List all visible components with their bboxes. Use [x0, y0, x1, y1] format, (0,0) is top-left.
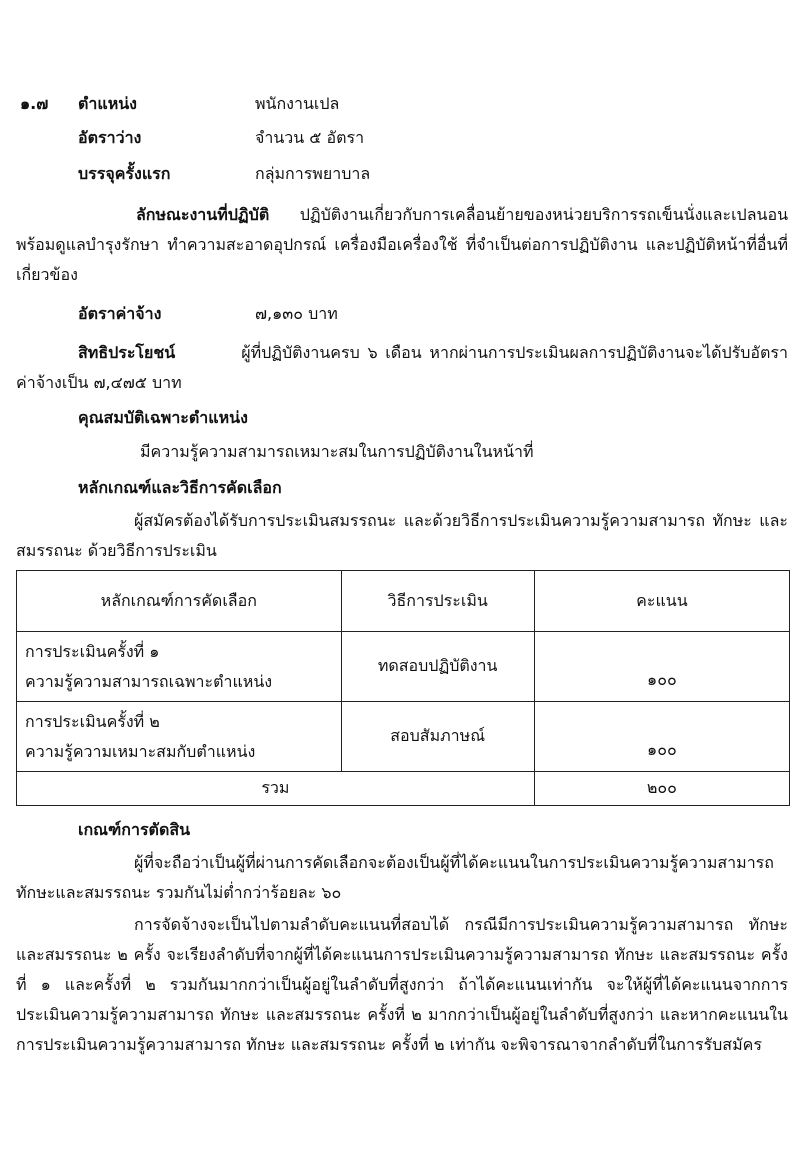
- section-number: ๑.๗: [20, 94, 49, 113]
- score-cell: ๑๐๐: [534, 632, 789, 702]
- table-row: [17, 632, 790, 702]
- criteria-round: การประเมินครั้งที่ ๑: [25, 641, 160, 661]
- benefits-text: ผู้ที่ปฏิบัติงานครบ ๖ เดือน หากผ่านการประเมินผลการปฏิบัติงานจะได้ปรับอัตราค่าจ้างเป็น ๗,๔๗๕ บาท: [16, 343, 788, 392]
- wage-value: ๗,๑๓๐ บาท: [255, 304, 338, 323]
- vacancy-value: จำนวน ๕ อัตรา: [255, 128, 365, 147]
- method-cell: ทดสอบปฏิบัติงาน: [341, 632, 534, 702]
- qualifications-text: มีความรู้ความสามารถเหมาะสมในการปฏิบัติงานในหน้าที่: [140, 442, 534, 461]
- decision-paragraph-1: [16, 848, 788, 908]
- placement-label: บรรจุครั้งแรก: [78, 164, 171, 183]
- duties-label: ลักษณะงานที่ปฏิบัติ: [136, 205, 270, 224]
- selection-label: หลักเกณฑ์และวิธีการคัดเลือก: [78, 478, 282, 497]
- wage-label: อัตราค่าจ้าง: [78, 304, 162, 323]
- vacancy-label: อัตราว่าง: [78, 128, 142, 147]
- criteria-table: [16, 570, 790, 806]
- decision-text-1: ผู้ที่จะถือว่าเป็นผู้ที่ผ่านการคัดเลือกจะต้องเป็นผู้ที่ได้คะแนนในการประเมินความรู้ความสามารถ ทักษะและสมรรถนะ รวมกันไม่ต่ำกว่าร้อยละ ๖๐: [16, 853, 774, 902]
- criteria-desc: ความรู้ความสามารถเฉพาะตำแหน่ง: [25, 671, 273, 691]
- header-method: วิธีการประเมิน: [341, 571, 534, 632]
- method-cell: สอบสัมภาษณ์: [341, 702, 534, 772]
- benefits-label: สิทธิประโยชน์: [78, 343, 176, 362]
- table-row: [17, 702, 790, 772]
- placement-value: กลุ่มการพยาบาล: [255, 164, 371, 183]
- criteria-cell: [17, 702, 342, 772]
- duties-paragraph: [16, 200, 788, 290]
- decision-paragraph-2: [16, 910, 788, 1060]
- criteria-cell: [17, 632, 342, 702]
- benefits-paragraph: [16, 338, 788, 398]
- duties-text: ปฏิบัติงานเกี่ยวกับการเคลื่อนย้ายของหน่วยบริการรถเข็นนั่งและเปลนอน พร้อมดูแลบำรุงรักษา ทำความสะอาดอุปกรณ์ เครื่องมือเครื่องใช้ ที่จำเป็นต่อการปฏิบัติงาน และปฏิบัติหน้าที่อื่นที่เกี่ยวข้อง: [16, 205, 788, 284]
- position-value: พนักงานเปล: [255, 94, 340, 113]
- decision-label: เกณฑ์การตัดสิน: [78, 820, 191, 839]
- total-label: รวม: [17, 772, 535, 806]
- header-criteria: หลักเกณฑ์การคัดเลือก: [17, 571, 342, 632]
- decision-text-2: การจัดจ้างจะเป็นไปตามลำดับคะแนนที่สอบได้ กรณีมีการประเมินความรู้ความสามารถ ทักษะ และสมรรถนะ ๒ ครั้ง จะเรียงลำดับที่จากผู้ที่ได้คะแนนการประเมินความรู้ความสามารถ ทักษะ และสมรรถนะ ครั้งที่ ๑ และครั้งที่ ๒ รวมกันมากกว่าเป็นผู้อยู่ในลำดับที่สูงกว่า ถ้าได้คะแนนเท่ากัน จะให้ผู้ที่ได้คะแนนจากการประเมินความรู้ความสามารถ ทักษะ และสมรรถนะ ครั้งที่ ๒ มากกว่าเป็นผู้อยู่ในลำดับที่สูงกว่า และหากคะแนนในการประเมินความรู้ความสามารถ ทักษะ และสมรรถนะ ครั้งที่ ๒ เท่ากัน จะพิจารณาจากลำดับที่ในการรับสมัคร: [16, 915, 788, 1054]
- score-cell: ๑๐๐: [534, 702, 789, 772]
- position-label: ตำแหน่ง: [78, 94, 137, 113]
- header-score: คะแนน: [534, 571, 789, 632]
- criteria-desc: ความรู้ความเหมาะสมกับตำแหน่ง: [25, 741, 256, 761]
- selection-text: ผู้สมัครต้องได้รับการประเมินสมรรถนะ และด้วยวิธีการประเมินความรู้ความสามารถ ทักษะ และสมรรถนะ ด้วยวิธีการประเมิน: [16, 511, 788, 560]
- table-total-row: [17, 772, 790, 806]
- total-score: ๒๐๐: [534, 772, 789, 806]
- selection-paragraph: [16, 506, 788, 566]
- qualifications-label: คุณสมบัติเฉพาะตำแหน่ง: [78, 408, 248, 427]
- table-header-row: [17, 571, 790, 632]
- criteria-round: การประเมินครั้งที่ ๒: [25, 711, 160, 731]
